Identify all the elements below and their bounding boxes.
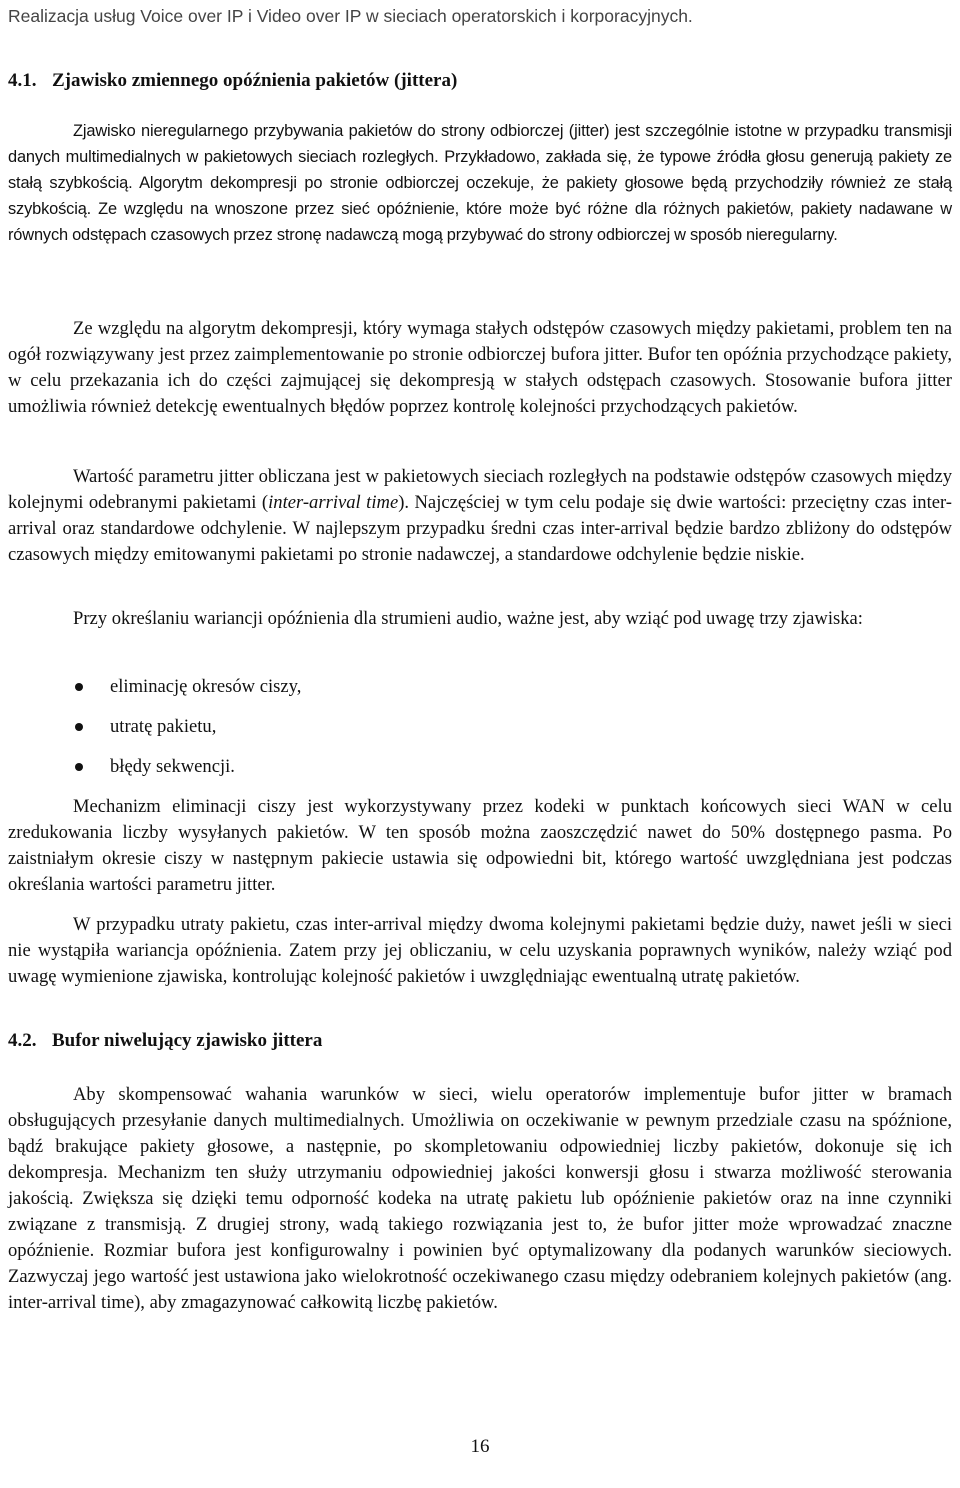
italic-term: inter-arrival time	[268, 492, 399, 513]
paragraph-variance-phenomena: Przy określaniu wariancji opóźnienia dla strumieni audio, ważne jest, aby wziąć pod uwagę trzy zjawiska:	[73, 608, 863, 629]
section-title: Zjawisko zmiennego opóźnienia pakietów (jittera)	[52, 70, 458, 91]
paragraph-silence-elimination: Mechanizm eliminacji ciszy jest wykorzystywany przez kodeki w punktach końcowych sieci WAN w celu zredukowania liczby wysyłanych pakietów. W ten sposób można zaoszczędzić nawet do 50% dostępnego pasma. Po zaistniałym okresie ciszy w następnym pakiecie ustawia się odpowiedni bit, którego wartość uwzględniana jest podczas określania wartości parametru jitter.	[8, 796, 952, 895]
running-header: Realizacja usług Voice over IP i Video over IP w sieciach operatorskich i korporacyjnych.	[8, 6, 693, 26]
bullet-icon	[75, 683, 83, 691]
bullet-list	[64, 674, 301, 794]
list-item-text: błędy sekwencji.	[110, 756, 235, 777]
list-item	[64, 754, 301, 794]
list-item	[64, 714, 301, 754]
bullet-icon	[75, 723, 83, 731]
section-number: 4.1.	[8, 70, 37, 91]
list-item-text: utratę pakietu,	[110, 716, 217, 737]
paragraph-jitter-buffer: Ze względu na algorytm dekompresji, który wymaga stałych odstępów czasowych między pakietami, problem ten na ogół rozwiązywany jest przez zaimplementowanie po stronie odbiorczej bufora jitter. Bufor ten opóźnia przychodzące pakiety, w celu przekazania ich do części zajmującej się dekompresją w stałych odstępach czasowych. Stosowanie bufora jitter umożliwia również detekcję ewentualnych błędów poprzez kontrolę kolejności przychodzących pakietów.	[8, 318, 952, 417]
list-item	[64, 674, 301, 714]
section-heading-4-2	[8, 1028, 322, 1054]
paragraph-packet-loss: W przypadku utraty pakietu, czas inter-arrival między dwoma kolejnymi pakietami będzie duży, nawet jeśli w sieci nie wystąpiła wariancja opóźnienia. Zatem przy jej obliczaniu, w celu uzyskania poprawnych wyników, należy wziąć pod uwagę wymienione zjawiska, kontrolując kolejność pakietów i uwzględniając ewentualną utratę pakietów.	[8, 914, 952, 987]
paragraph-text: Wartość parametru jitter obliczana jest w pakietowych sieciach rozległych na podstawie odstępów czasowych między kolejnymi odebranymi pakietami (	[8, 466, 952, 513]
paragraph-inter-arrival	[8, 464, 952, 568]
section-heading-4-1	[8, 68, 457, 94]
bullet-icon	[75, 763, 83, 771]
paragraph-text: ). Najczęściej w tym celu podaje się dwie wartości: przeciętny czas inter-arrival oraz standardowe odchylenie. W najlepszym przypadku średni czas inter-arrival będzie bardzo zbliżony do odstępów czasowych między emitowanymi pakietami po stronie nadawczej, a standardowe odchylenie będzie niskie.	[8, 492, 953, 565]
list-item-text: eliminację okresów ciszy,	[110, 676, 302, 697]
section-title: Bufor niwelujący zjawisko jittera	[52, 1030, 323, 1051]
paragraph-jitter-intro: Zjawisko nieregularnego przybywania pakietów do strony odbiorczej (jitter) jest szczególnie istotne w przypadku transmisji danych multimedialnych w pakietowych sieciach rozległych. Przykładowo, zakłada się, że typowe źródła głosu generują pakiety ze stałą szybkością. Algorytm dekompresji po stronie odbiorczej oczekuje, że pakiety głosowe będą przychodziły również ze stałą szybkością. Ze względu na wnoszone przez sieć opóźnienie, które może być różne dla różnych pakietów, pakiety nadawane w równych odstępach czasowych przez stronę nadawczą mogą przybywać do strony odbiorczej w sposób nieregularny.	[8, 122, 952, 244]
page-number: 16	[470, 1436, 490, 1457]
section-number: 4.2.	[8, 1030, 37, 1051]
paragraph-jitter-buffer-details: Aby skompensować wahania warunków w sieci, wielu operatorów implementuje bufor jitter w bramach obsługujących przesyłanie danych multimedialnych. Umożliwia on oczekiwanie w pewnym przedziale czasu na spóźnione, bądź brakujące pakiety głosowe, a następnie, po skompletowaniu odpowiedniej liczby pakietów, dokonuje się ich dekompresja. Mechanizm ten służy utrzymaniu odpowiedniej jakości konwersji głosu i stwarza możliwość sterowania jakością. Zwiększa się dzięki temu odporność kodeka na utratę pakietu lub opóźnienie pakietów oraz na inne czynniki związane z transmisją. Z drugiej strony, wadą takiego rozwiązania jest to, że bufor jitter może wprowadzać znaczne opóźnienie. Rozmiar bufora jest konfigurowalny i powinien być optymalizowany dla podanych warunków sieciowych. Zazwyczaj jego wartość jest ustawiona jako wielokrotność oczekiwanego czasu między odebraniem kolejnych pakietów (ang. inter-arrival time), aby zmagazynować całkowitą liczbę pakietów.	[8, 1084, 952, 1313]
